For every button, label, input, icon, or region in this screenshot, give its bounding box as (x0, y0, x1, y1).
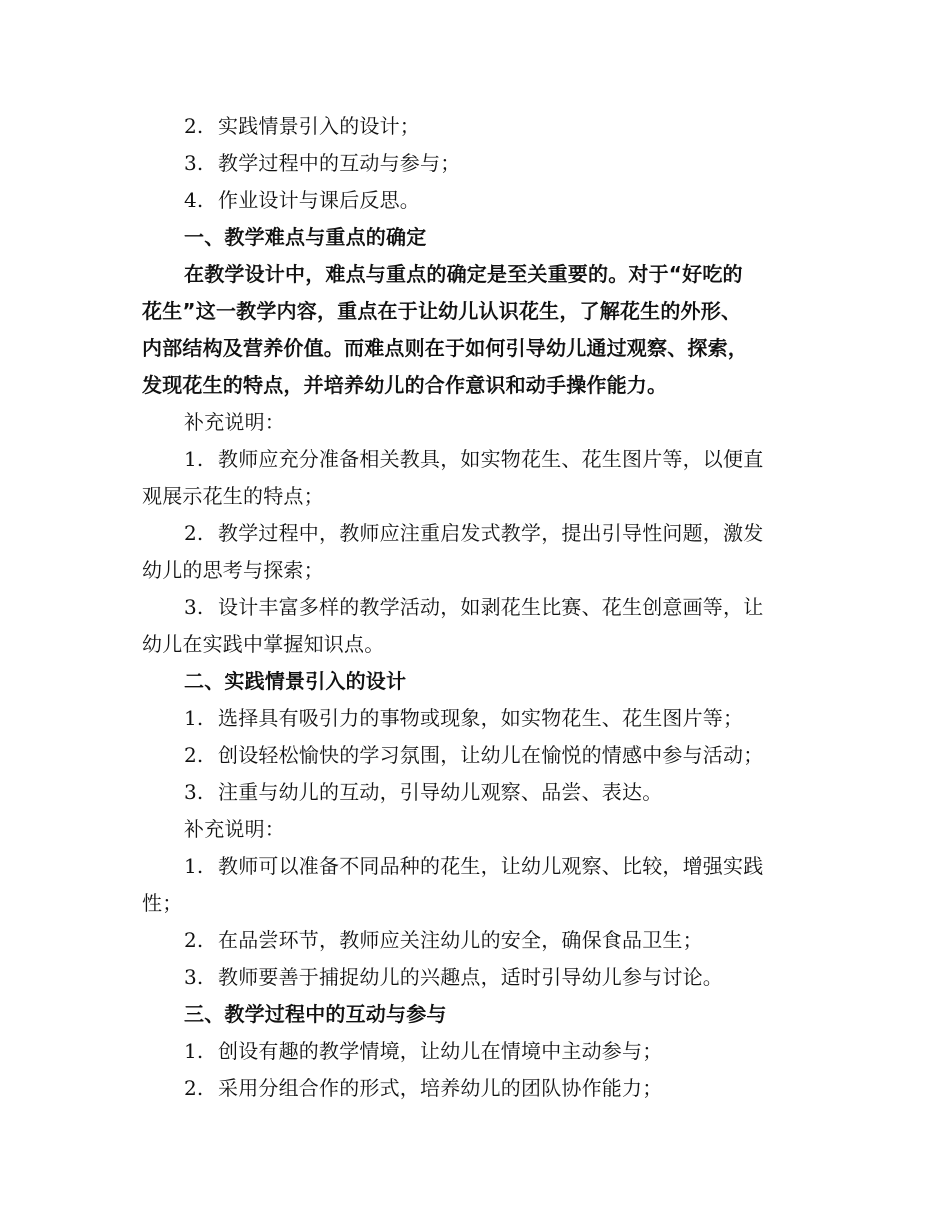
list-item (142, 441, 810, 515)
list-item (142, 108, 810, 145)
list-text: 教师要善于捕捉幼儿的兴趣点，适时引导幼儿参与讨论。 (218, 965, 723, 989)
list-text: 在品尝环节，教师应关注幼儿的安全，确保食品卫生； (218, 928, 703, 952)
list-text: 创设轻松愉快的学习氛围，让幼儿在愉悦的情感中参与活动； (218, 743, 764, 767)
list-text-continuation: 幼儿的思考与探索； (142, 558, 324, 582)
list-number: 3. (184, 595, 204, 619)
list-text: 设计丰富多样的教学活动，如剥花生比赛、花生创意画等，让 (218, 595, 764, 619)
list-text: 教学过程中，教师应注重启发式教学，提出引导性问题，激发 (218, 521, 764, 545)
list-number: 3. (184, 780, 204, 804)
list-text-continuation: 幼儿在实践中掌握知识点。 (142, 632, 385, 656)
list-number: 1. (184, 706, 204, 730)
list-item (142, 774, 810, 811)
list-item (142, 1070, 810, 1107)
list-text: 创设有趣的教学情境，让幼儿在情境中主动参与； (218, 1039, 663, 1063)
paragraph-line: 发现花生的特点，并培养幼儿的合作意识和动手操作能力。 (142, 373, 668, 397)
list-number: 1. (184, 854, 204, 878)
list-text: 作业设计与课后反思。 (218, 188, 420, 212)
list-item (142, 959, 810, 996)
section-heading: 二、实践情景引入的设计 (184, 669, 407, 693)
paragraph-line: 内部结构及营养价值。而难点则在于如何引导幼儿通过观察、探索， (142, 336, 748, 360)
list-item (142, 700, 810, 737)
list-item (142, 922, 810, 959)
list-text: 采用分组合作的形式，培养幼儿的团队协作能力； (218, 1076, 663, 1100)
list-text: 注重与幼儿的互动，引导幼儿观察、品尝、表达。 (218, 780, 663, 804)
section-heading: 三、教学过程中的互动与参与 (184, 1002, 447, 1026)
list-item (142, 589, 810, 663)
supplement-label: 补充说明： (184, 410, 285, 434)
list-text: 教师可以准备不同品种的花生，让幼儿观察、比较，增强实践 (218, 854, 764, 878)
list-number: 1. (184, 1039, 204, 1063)
list-text-continuation: 性； (142, 891, 183, 915)
list-text: 教师应充分准备相关教具，如实物花生、花生图片等，以便直 (218, 447, 764, 471)
paragraph-line: 在教学设计中，难点与重点的确定是至关重要的。对于“好吃的 (184, 262, 743, 286)
list-item (142, 515, 810, 589)
list-text: 教学过程中的互动与参与； (218, 151, 461, 175)
list-number: 1. (184, 447, 204, 471)
list-item (142, 182, 810, 219)
list-number: 2. (184, 114, 204, 138)
list-text: 选择具有吸引力的事物或现象，如实物花生、花生图片等； (218, 706, 744, 730)
list-number: 2. (184, 1076, 204, 1100)
list-text: 实践情景引入的设计； (218, 114, 420, 138)
list-number: 2. (184, 928, 204, 952)
list-item (142, 848, 810, 922)
list-number: 2. (184, 521, 204, 545)
paragraph-line: 花生”这一教学内容，重点在于让幼儿认识花生，了解花生的外形、 (142, 299, 742, 323)
list-number: 4. (184, 188, 204, 212)
list-text-continuation: 观展示花生的特点； (142, 484, 324, 508)
section-heading: 一、教学难点与重点的确定 (184, 225, 427, 249)
list-number: 3. (184, 965, 204, 989)
list-item (142, 145, 810, 182)
list-number: 2. (184, 743, 204, 767)
supplement-label: 补充说明： (184, 817, 285, 841)
list-item (142, 737, 810, 774)
document-body (142, 108, 810, 1107)
list-item (142, 1033, 810, 1070)
list-number: 3. (184, 151, 204, 175)
